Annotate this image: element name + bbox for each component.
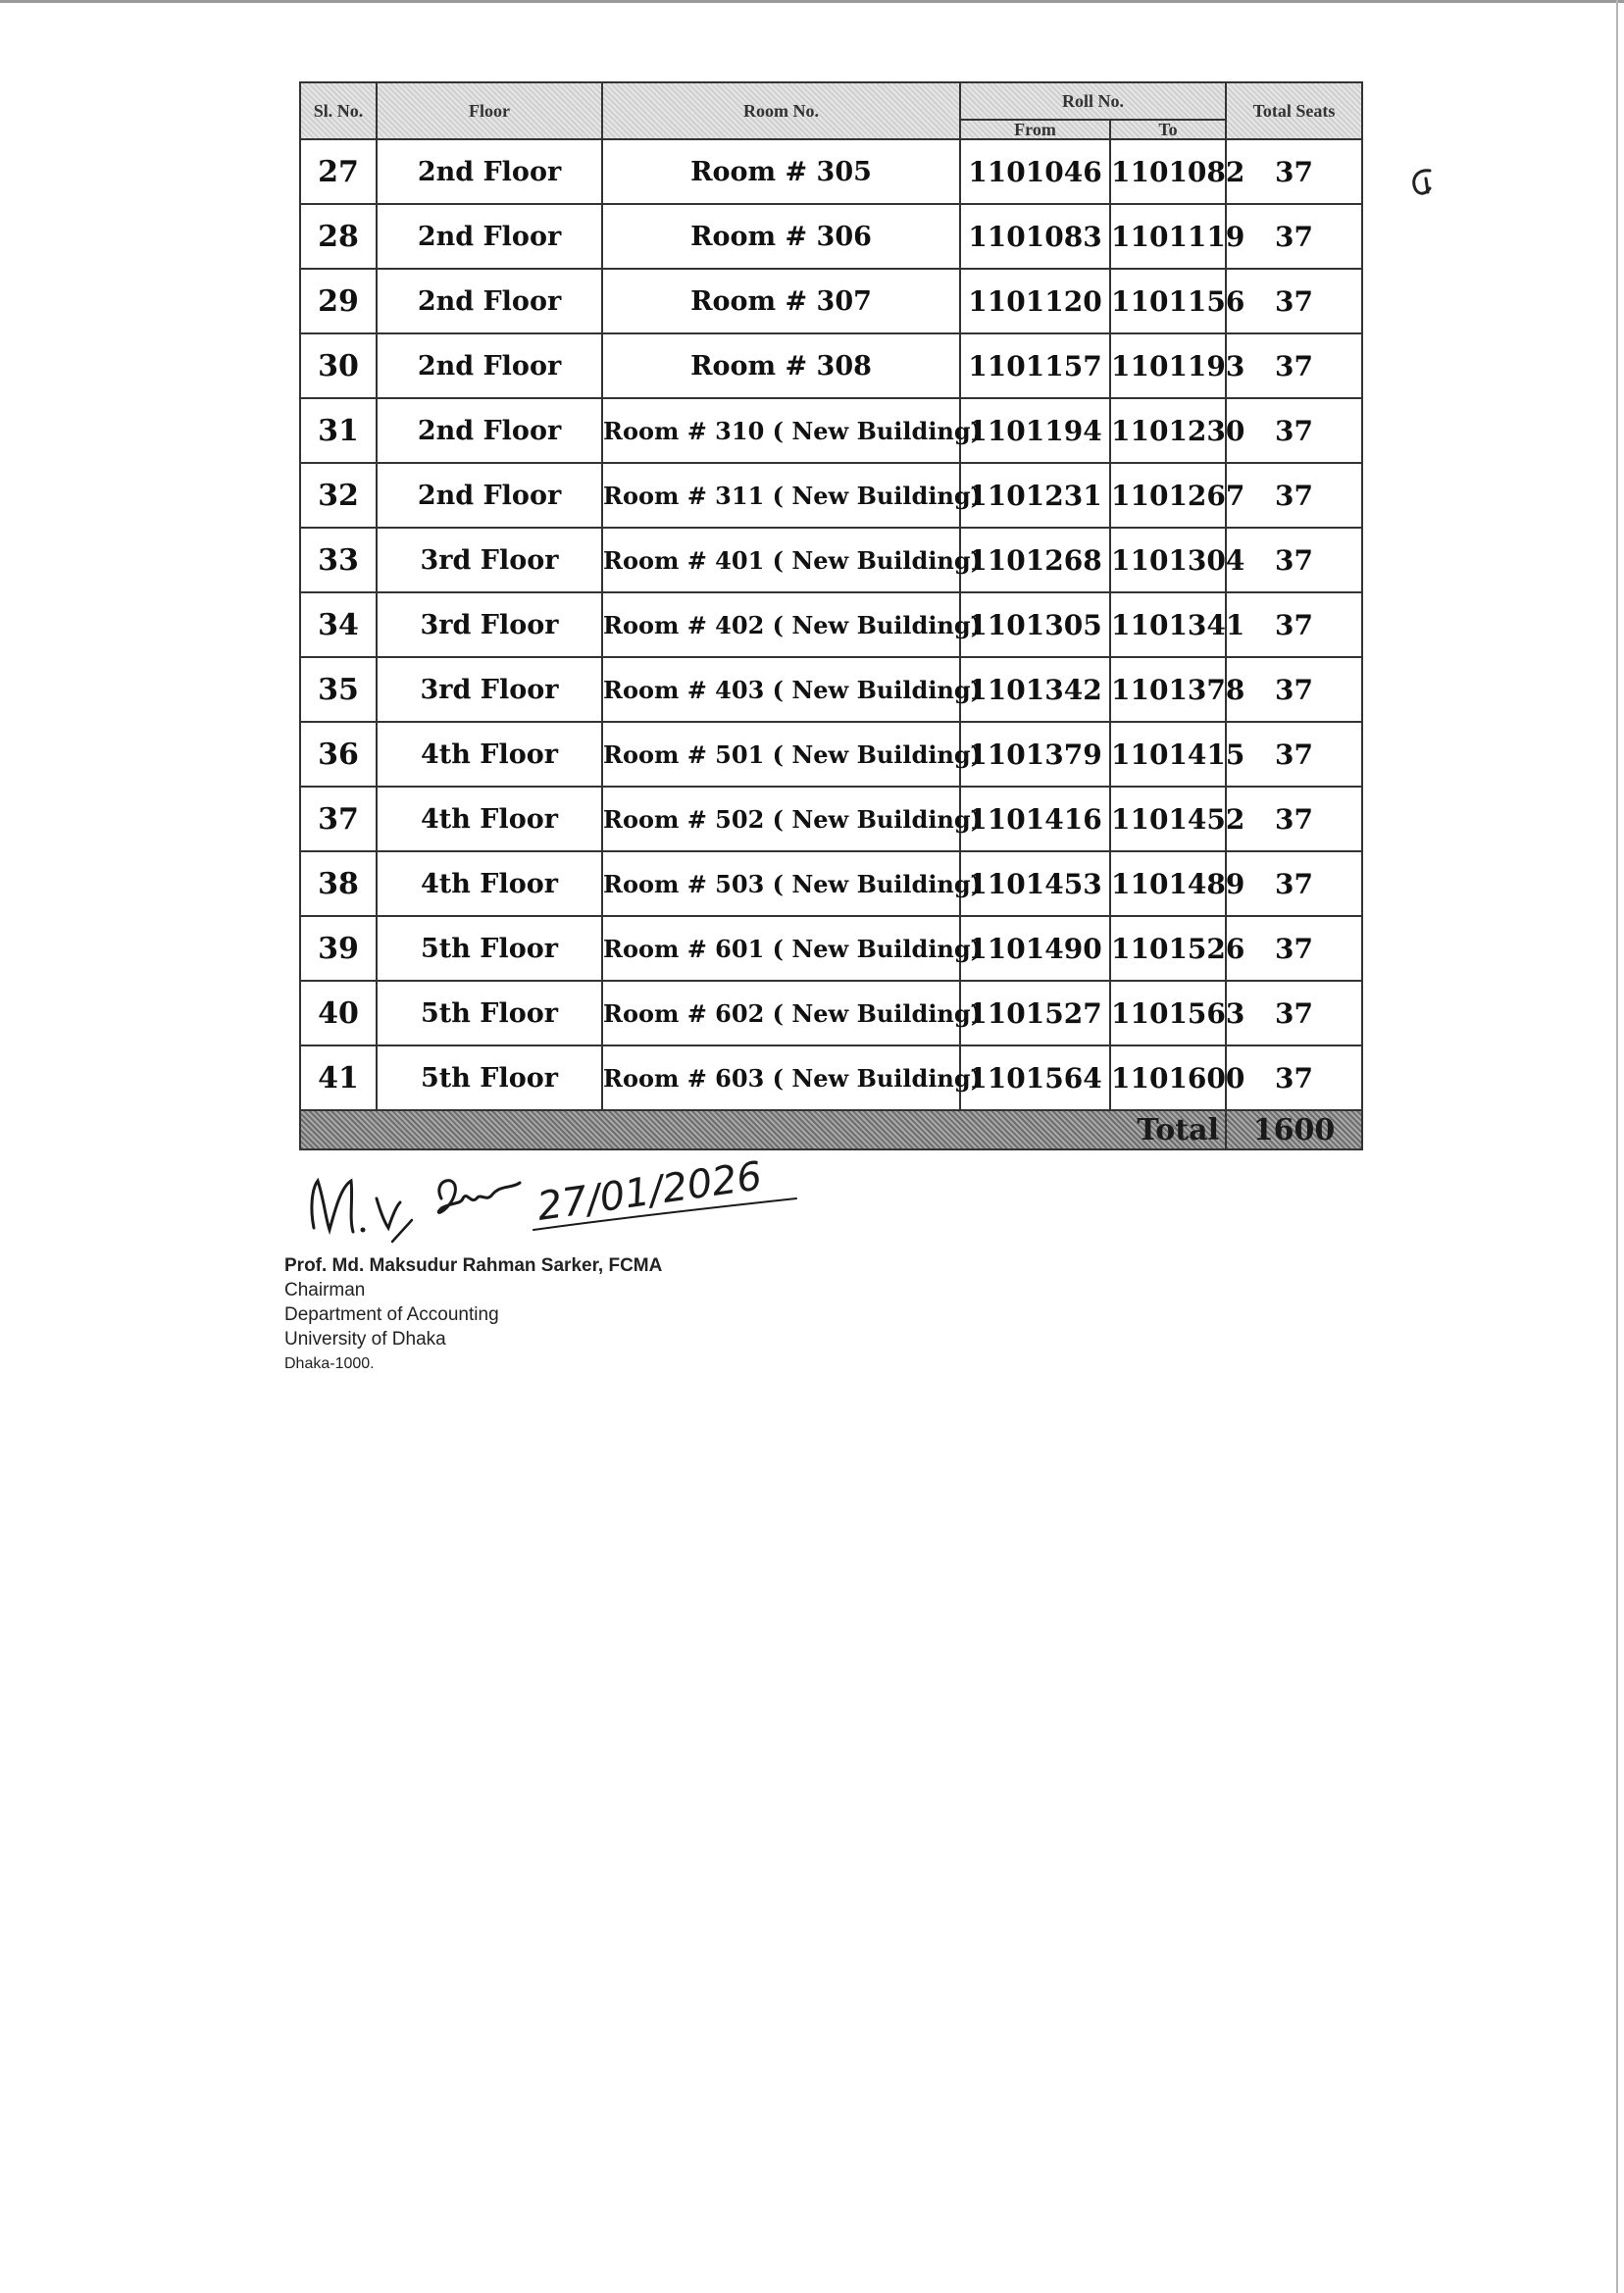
scan-edge-top <box>0 0 1624 3</box>
cell-floor: 5th Floor <box>377 1045 602 1110</box>
cell-floor: 3rd Floor <box>377 592 602 657</box>
cell-roll-from: 1101416 <box>960 787 1110 851</box>
cell-sl: 34 <box>300 592 377 657</box>
cell-roll-from: 1101490 <box>960 916 1110 981</box>
cell-floor: 2nd Floor <box>377 139 602 204</box>
cell-room: Room # 603 ( New Building) <box>602 1045 960 1110</box>
total-row <box>300 1110 1362 1149</box>
cell-sl: 28 <box>300 204 377 269</box>
cell-seats: 37 <box>1226 592 1362 657</box>
cell-room: Room # 602 ( New Building) <box>602 981 960 1045</box>
header-roll-no: Roll No. <box>960 82 1226 120</box>
header-roll-from: From <box>960 120 1110 139</box>
cell-floor: 4th Floor <box>377 722 602 787</box>
cell-sl: 40 <box>300 981 377 1045</box>
signatory-title: Chairman <box>284 1280 366 1300</box>
cell-room: Room # 307 <box>602 269 960 333</box>
cell-floor: 2nd Floor <box>377 333 602 398</box>
cell-roll-from: 1101453 <box>960 851 1110 916</box>
cell-roll-from: 1101194 <box>960 398 1110 463</box>
table-row <box>300 269 1362 333</box>
cell-roll-from: 1101083 <box>960 204 1110 269</box>
table-row <box>300 139 1362 204</box>
cell-floor: 3rd Floor <box>377 657 602 722</box>
cell-roll-from: 1101305 <box>960 592 1110 657</box>
table-row <box>300 787 1362 851</box>
signatory-department: Department of Accounting <box>284 1304 499 1325</box>
signatory-name: Prof. Md. Maksudur Rahman Sarker, FCMA <box>284 1255 663 1276</box>
total-value: 1600 <box>1226 1110 1362 1149</box>
table-row <box>300 657 1362 722</box>
cell-room: Room # 402 ( New Building) <box>602 592 960 657</box>
cell-room: Room # 310 ( New Building) <box>602 398 960 463</box>
table-row <box>300 981 1362 1045</box>
cell-sl: 27 <box>300 139 377 204</box>
table-row <box>300 204 1362 269</box>
cell-sl: 33 <box>300 528 377 592</box>
cell-roll-from: 1101268 <box>960 528 1110 592</box>
cell-roll-from: 1101379 <box>960 722 1110 787</box>
cell-floor: 2nd Floor <box>377 269 602 333</box>
cell-sl: 35 <box>300 657 377 722</box>
cell-floor: 3rd Floor <box>377 528 602 592</box>
cell-roll-to: 1101563 <box>1110 981 1226 1045</box>
signatory-block <box>284 1253 662 1376</box>
header-sl-no: Sl. No. <box>300 82 377 139</box>
cell-seats: 37 <box>1226 657 1362 722</box>
cell-seats: 37 <box>1226 463 1362 528</box>
cell-floor: 5th Floor <box>377 981 602 1045</box>
table-row <box>300 1045 1362 1110</box>
cell-sl: 30 <box>300 333 377 398</box>
cell-room: Room # 401 ( New Building) <box>602 528 960 592</box>
table-row <box>300 592 1362 657</box>
scan-edge-right <box>1616 0 1618 2293</box>
header-roll-to: To <box>1110 120 1226 139</box>
table-row <box>300 916 1362 981</box>
seat-plan-table <box>299 81 1363 1150</box>
cell-seats: 37 <box>1226 787 1362 851</box>
table-row <box>300 722 1362 787</box>
cell-seats: 37 <box>1226 1045 1362 1110</box>
cell-seats: 37 <box>1226 398 1362 463</box>
cell-roll-to: 1101600 <box>1110 1045 1226 1110</box>
cell-seats: 37 <box>1226 528 1362 592</box>
cell-floor: 2nd Floor <box>377 398 602 463</box>
cell-seats: 37 <box>1226 981 1362 1045</box>
total-label: Total <box>300 1110 1226 1149</box>
cell-room: Room # 601 ( New Building) <box>602 916 960 981</box>
cell-roll-from: 1101157 <box>960 333 1110 398</box>
cell-roll-from: 1101120 <box>960 269 1110 333</box>
header-floor: Floor <box>377 82 602 139</box>
cell-roll-to: 1101415 <box>1110 722 1226 787</box>
cell-roll-to: 1101489 <box>1110 851 1226 916</box>
cell-roll-from: 1101342 <box>960 657 1110 722</box>
cell-roll-from: 1101046 <box>960 139 1110 204</box>
signatory-city: Dhaka-1000. <box>284 1355 375 1372</box>
signatory-university: University of Dhaka <box>284 1329 446 1350</box>
cell-roll-to: 1101341 <box>1110 592 1226 657</box>
table-row <box>300 851 1362 916</box>
cell-sl: 31 <box>300 398 377 463</box>
cell-roll-to: 1101378 <box>1110 657 1226 722</box>
cell-roll-to: 1101119 <box>1110 204 1226 269</box>
cell-seats: 37 <box>1226 139 1362 204</box>
cell-roll-to: 1101156 <box>1110 269 1226 333</box>
cell-sl: 39 <box>300 916 377 981</box>
cell-roll-to: 1101304 <box>1110 528 1226 592</box>
cell-floor: 2nd Floor <box>377 204 602 269</box>
cell-seats: 37 <box>1226 333 1362 398</box>
cell-roll-to: 1101082 <box>1110 139 1226 204</box>
handwritten-signature <box>294 1153 804 1249</box>
cell-roll-from: 1101231 <box>960 463 1110 528</box>
cell-floor: 5th Floor <box>377 916 602 981</box>
cell-roll-to: 1101526 <box>1110 916 1226 981</box>
cell-roll-to: 1101452 <box>1110 787 1226 851</box>
cell-roll-to: 1101230 <box>1110 398 1226 463</box>
cell-room: Room # 305 <box>602 139 960 204</box>
cell-seats: 37 <box>1226 269 1362 333</box>
table-row <box>300 398 1362 463</box>
cell-sl: 36 <box>300 722 377 787</box>
cell-room: Room # 311 ( New Building) <box>602 463 960 528</box>
header-total-seats: Total Seats <box>1226 82 1362 139</box>
table-row <box>300 333 1362 398</box>
table-row <box>300 463 1362 528</box>
table-row <box>300 528 1362 592</box>
cell-roll-to: 1101193 <box>1110 333 1226 398</box>
cell-roll-from: 1101527 <box>960 981 1110 1045</box>
margin-mark-icon <box>1406 165 1440 198</box>
cell-seats: 37 <box>1226 204 1362 269</box>
cell-sl: 38 <box>300 851 377 916</box>
cell-roll-to: 1101267 <box>1110 463 1226 528</box>
cell-sl: 32 <box>300 463 377 528</box>
cell-room: Room # 503 ( New Building) <box>602 851 960 916</box>
cell-seats: 37 <box>1226 851 1362 916</box>
cell-room: Room # 501 ( New Building) <box>602 722 960 787</box>
cell-room: Room # 306 <box>602 204 960 269</box>
cell-sl: 37 <box>300 787 377 851</box>
cell-room: Room # 403 ( New Building) <box>602 657 960 722</box>
cell-room: Room # 308 <box>602 333 960 398</box>
cell-roll-from: 1101564 <box>960 1045 1110 1110</box>
cell-floor: 2nd Floor <box>377 463 602 528</box>
cell-seats: 37 <box>1226 916 1362 981</box>
signature-date: 27/01/2026 <box>533 1153 765 1230</box>
cell-sl: 41 <box>300 1045 377 1110</box>
header-room-no: Room No. <box>602 82 960 139</box>
cell-room: Room # 502 ( New Building) <box>602 787 960 851</box>
cell-sl: 29 <box>300 269 377 333</box>
cell-floor: 4th Floor <box>377 851 602 916</box>
cell-floor: 4th Floor <box>377 787 602 851</box>
cell-seats: 37 <box>1226 722 1362 787</box>
